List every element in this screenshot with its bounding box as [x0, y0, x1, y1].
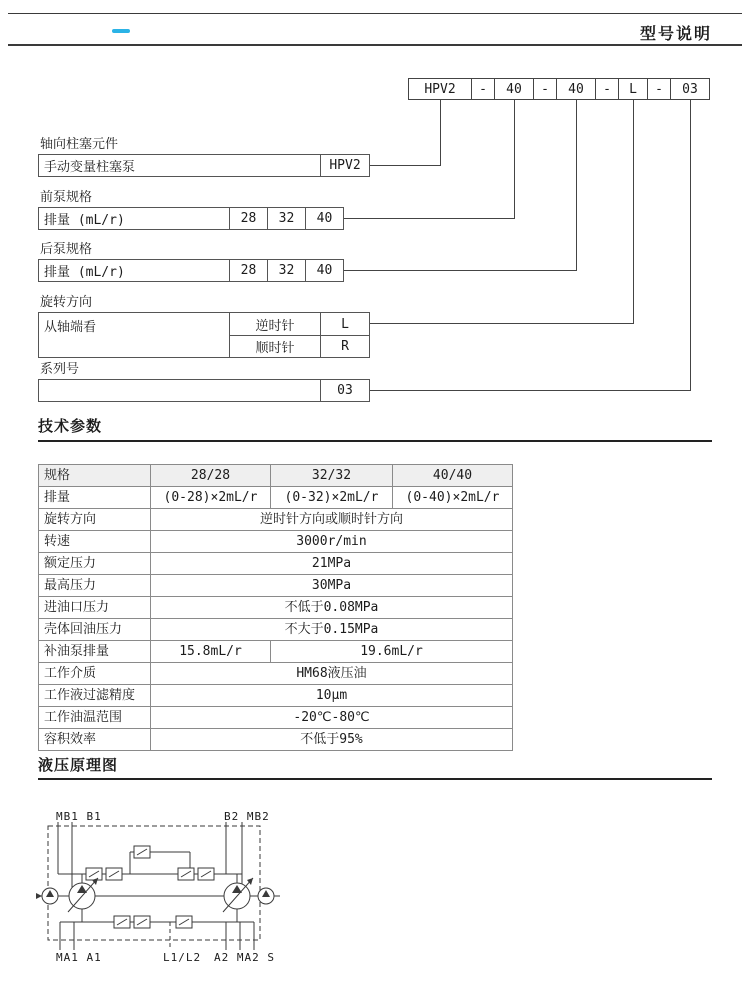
rear-pump-section-title: 后泵规格	[38, 238, 122, 261]
param-label-cell: 补油泵排量	[39, 641, 151, 663]
series-section-title: 系列号	[38, 358, 109, 381]
tech-params-table	[38, 464, 513, 751]
param-value-cell: 3000r/min	[151, 531, 513, 553]
rear-pump-value-28: 28	[229, 260, 267, 281]
rear-pump-value-40: 40	[305, 260, 343, 281]
axial-row	[38, 154, 370, 177]
param-value-cell: 19.6mL/r	[271, 641, 513, 663]
param-label-cell: 壳体回油压力	[39, 619, 151, 641]
model-code-dash: -	[595, 78, 619, 100]
model-code-row	[408, 78, 710, 100]
rotation-cw-code: R	[320, 335, 369, 357]
brand-logo-dash	[112, 29, 130, 33]
series-empty-cell	[39, 380, 320, 401]
param-row-temp-range	[39, 707, 513, 729]
axial-section-title: 轴向柱塞元件	[38, 133, 148, 156]
param-row-rotation	[39, 509, 513, 531]
page-title: 型号说明	[640, 24, 713, 43]
model-code-prefix: HPV2	[408, 78, 472, 100]
param-value-cell: 不低于95%	[151, 729, 513, 751]
header-bottom-rule	[8, 44, 742, 46]
param-row-case-drain-pressure	[39, 619, 513, 641]
schematic-port-label-ma1-a1: MA1 A1	[56, 951, 102, 964]
model-code-dash: -	[471, 78, 495, 100]
rotation-section-title: 旋转方向	[38, 291, 122, 314]
schematic-heading: 液压原理图	[38, 756, 119, 774]
param-label-cell: 容积效率	[39, 729, 151, 751]
param-value-cell: (0-28)×2mL/r	[151, 487, 271, 509]
model-code-rear-displacement: 40	[556, 78, 596, 100]
param-label-cell: 转速	[39, 531, 151, 553]
param-label-cell: 工作油温范围	[39, 707, 151, 729]
param-header-spec: 规格	[39, 465, 151, 487]
param-value-cell: 不大于0.15MPa	[151, 619, 513, 641]
front-pump-label: 排量 (mL/r)	[44, 213, 125, 228]
rear-pump-value-32: 32	[267, 260, 305, 281]
series-row	[38, 379, 370, 402]
param-row-max-pressure	[39, 575, 513, 597]
param-value-cell: 30MPa	[151, 575, 513, 597]
param-label-cell: 工作液过滤精度	[39, 685, 151, 707]
rotation-grid	[230, 313, 369, 357]
param-value-cell: 21MPa	[151, 553, 513, 575]
schematic-rule	[38, 778, 712, 780]
tech-params-rule	[38, 440, 712, 442]
param-header-2828: 28/28	[151, 465, 271, 487]
model-code-rotation: L	[618, 78, 648, 100]
schematic-port-label-b2-mb2: B2 MB2	[224, 810, 270, 823]
param-row-rated-pressure	[39, 553, 513, 575]
param-value-cell: HM68液压油	[151, 663, 513, 685]
front-pump-value-28: 28	[229, 208, 267, 229]
param-value-cell: 10μm	[151, 685, 513, 707]
param-label-cell: 工作介质	[39, 663, 151, 685]
front-pump-value-32: 32	[267, 208, 305, 229]
schematic-port-label-a2-ma2-s: A2 MA2 S	[214, 951, 275, 964]
param-label-cell: 进油口压力	[39, 597, 151, 619]
model-code-dash: -	[647, 78, 671, 100]
rotation-cw-label: 顺时针	[230, 335, 320, 357]
axial-value: HPV2	[320, 155, 369, 176]
series-value: 03	[320, 380, 369, 401]
param-label-cell: 额定压力	[39, 553, 151, 575]
param-row-speed	[39, 531, 513, 553]
tech-params-heading: 技术参数	[38, 417, 103, 435]
param-value-cell: -20℃-80℃	[151, 707, 513, 729]
param-header-row	[39, 465, 513, 487]
param-value-cell: (0-40)×2mL/r	[393, 487, 513, 509]
rear-pump-row	[38, 259, 344, 282]
model-code-dash: -	[533, 78, 557, 100]
schematic-port-label-l1-l2: L1/L2	[163, 951, 202, 964]
param-header-3232: 32/32	[271, 465, 393, 487]
front-pump-row	[38, 207, 344, 230]
model-code-series: 03	[670, 78, 710, 100]
rear-pump-label: 排量 (mL/r)	[44, 265, 125, 280]
rotation-box	[38, 312, 370, 358]
param-row-charge-pump	[39, 641, 513, 663]
param-header-4040: 40/40	[393, 465, 513, 487]
param-row-filtration	[39, 685, 513, 707]
param-row-fluid	[39, 663, 513, 685]
schematic-port-label-mb1-b1: MB1 B1	[56, 810, 102, 823]
param-label-cell: 旋转方向	[39, 509, 151, 531]
model-code-front-displacement: 40	[494, 78, 534, 100]
param-value-cell: 15.8mL/r	[151, 641, 271, 663]
param-value-cell: 逆时针方向或顺时针方向	[151, 509, 513, 531]
front-pump-value-40: 40	[305, 208, 343, 229]
rotation-ccw-label: 逆时针	[255, 318, 295, 334]
param-value-cell: 不低于0.08MPa	[151, 597, 513, 619]
param-row-displacement	[39, 487, 513, 509]
param-row-volumetric-efficiency	[39, 729, 513, 751]
param-label-cell: 最高压力	[39, 575, 151, 597]
rotation-ccw-code: L	[320, 313, 369, 335]
hydraulic-circuit-diagram	[30, 822, 310, 950]
rotation-label: 从轴端看	[39, 313, 230, 357]
axial-label: 手动变量柱塞泵	[44, 160, 136, 175]
param-label-cell: 排量	[39, 487, 151, 509]
front-pump-section-title: 前泵规格	[38, 186, 122, 209]
header-top-rule	[8, 13, 742, 14]
param-value-cell: (0-32)×2mL/r	[271, 487, 393, 509]
param-row-inlet-pressure	[39, 597, 513, 619]
